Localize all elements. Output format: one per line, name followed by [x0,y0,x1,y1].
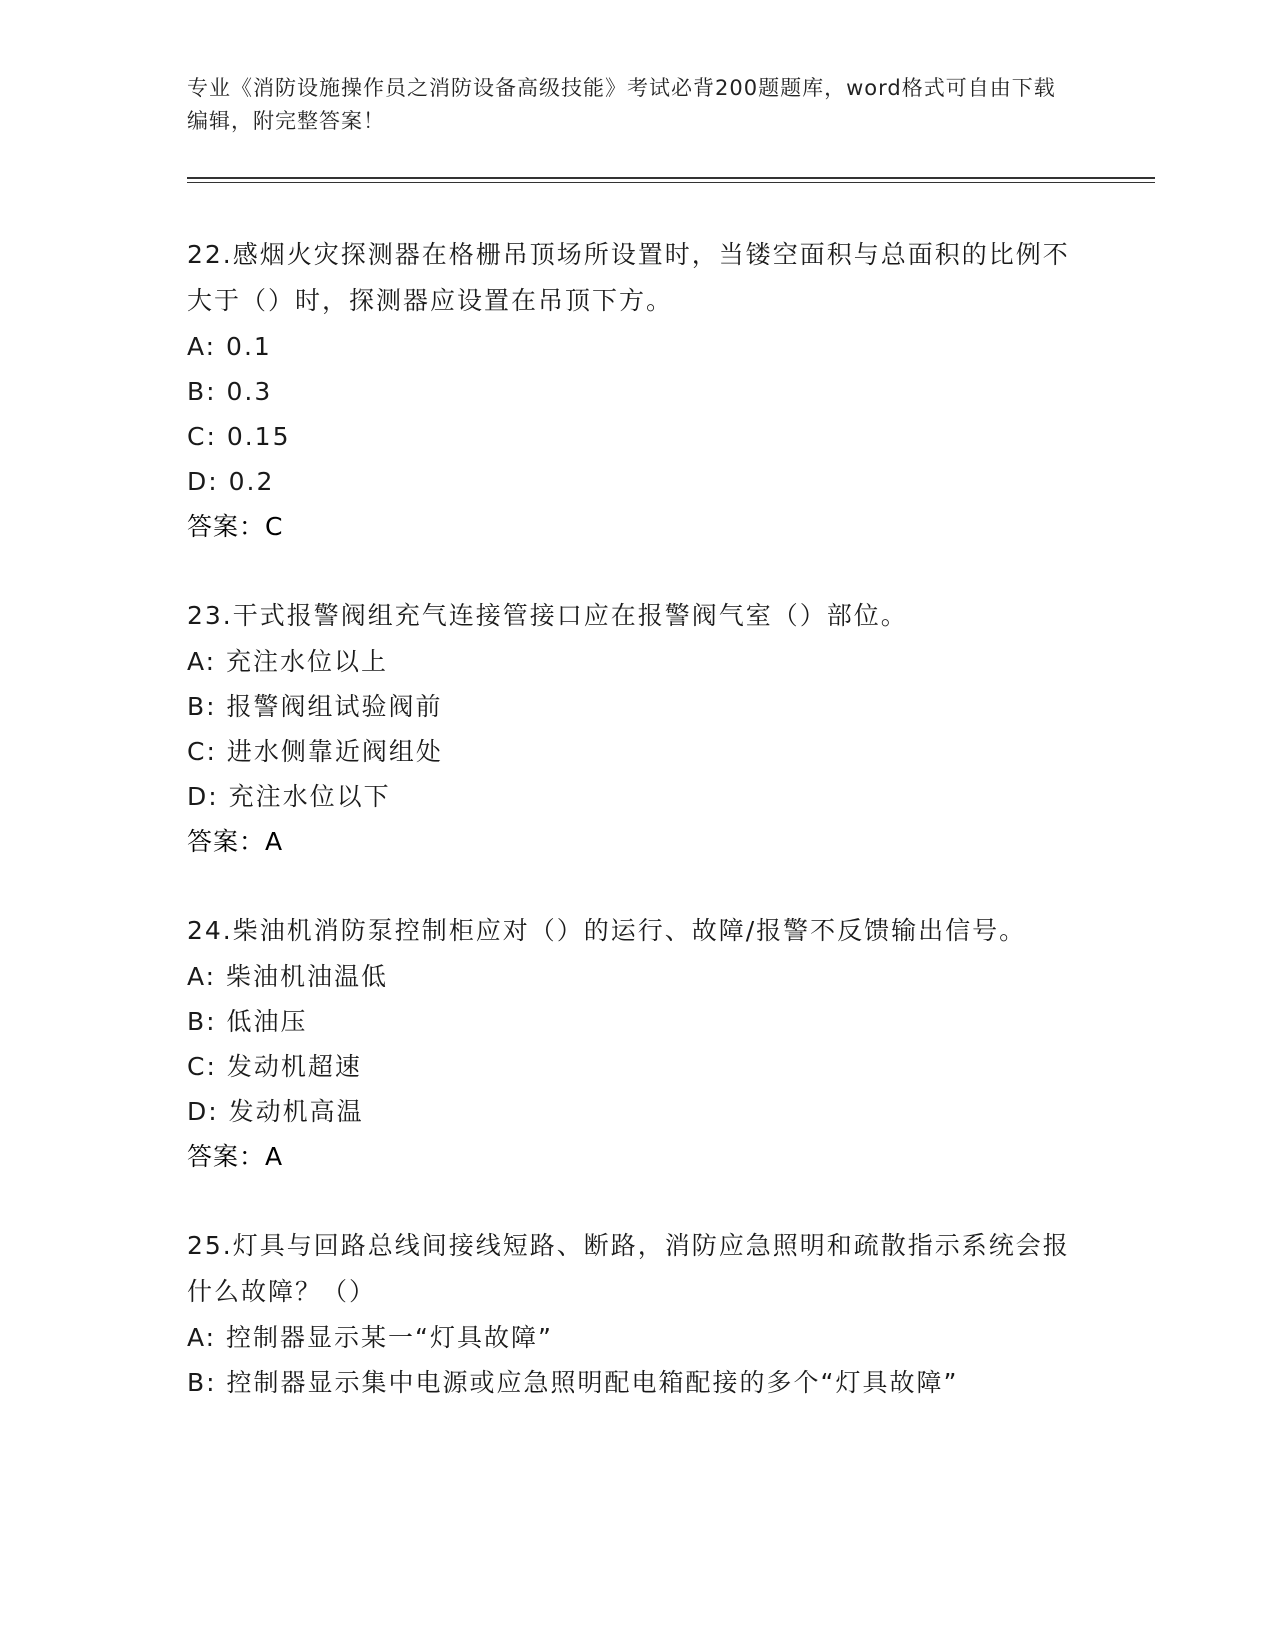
option-c: C: 进水侧靠近阀组处 [187,737,443,766]
question-list [187,232,1087,1449]
option-a: A: 柴油机油温低 [187,962,389,991]
option-b: B: 控制器显示集中电源或应急照明配电箱配接的多个“灯具故障” [187,1368,959,1397]
option-a: A: 充注水位以上 [187,647,389,676]
option-b: B: 低油压 [187,1007,308,1036]
option-d: D: 0.2 [187,467,275,496]
question-24 [187,908,1087,1179]
option-b: B: 报警阀组试验阀前 [187,692,443,721]
option-a: A: 0.1 [187,332,272,361]
option-b: B: 0.3 [187,377,273,406]
question-stem: 22.感烟火灾探测器在格栅吊顶场所设置时，当镂空面积与总面积的比例不大于（）时，探测器应设置在吊顶下方。 [187,240,1070,315]
question-23 [187,593,1087,864]
answer-label: 答案：A [187,1142,284,1171]
document-header: 专业《消防设施操作员之消防设备高级技能》考试必背200题题库，word格式可自由下载编辑，附完整答案！ [187,76,1056,133]
header-divider [187,177,1155,183]
option-c: C: 0.15 [187,422,291,451]
answer-label: 答案：C [187,512,284,541]
option-d: D: 充注水位以下 [187,782,391,811]
question-stem: 25.灯具与回路总线间接线短路、断路，消防应急照明和疏散指示系统会报什么故障？（） [187,1231,1070,1306]
question-stem: 23.干式报警阀组充气连接管接口应在报警阀气室（）部位。 [187,601,908,630]
option-c: C: 发动机超速 [187,1052,362,1081]
question-22 [187,232,1087,549]
question-25 [187,1223,1087,1405]
option-a: A: 控制器显示某一“灯具故障” [187,1323,553,1352]
question-stem: 24.柴油机消防泵控制柜应对（）的运行、故障/报警不反馈输出信号。 [187,916,1027,945]
answer-label: 答案：A [187,827,284,856]
option-d: D: 发动机高温 [187,1097,364,1126]
